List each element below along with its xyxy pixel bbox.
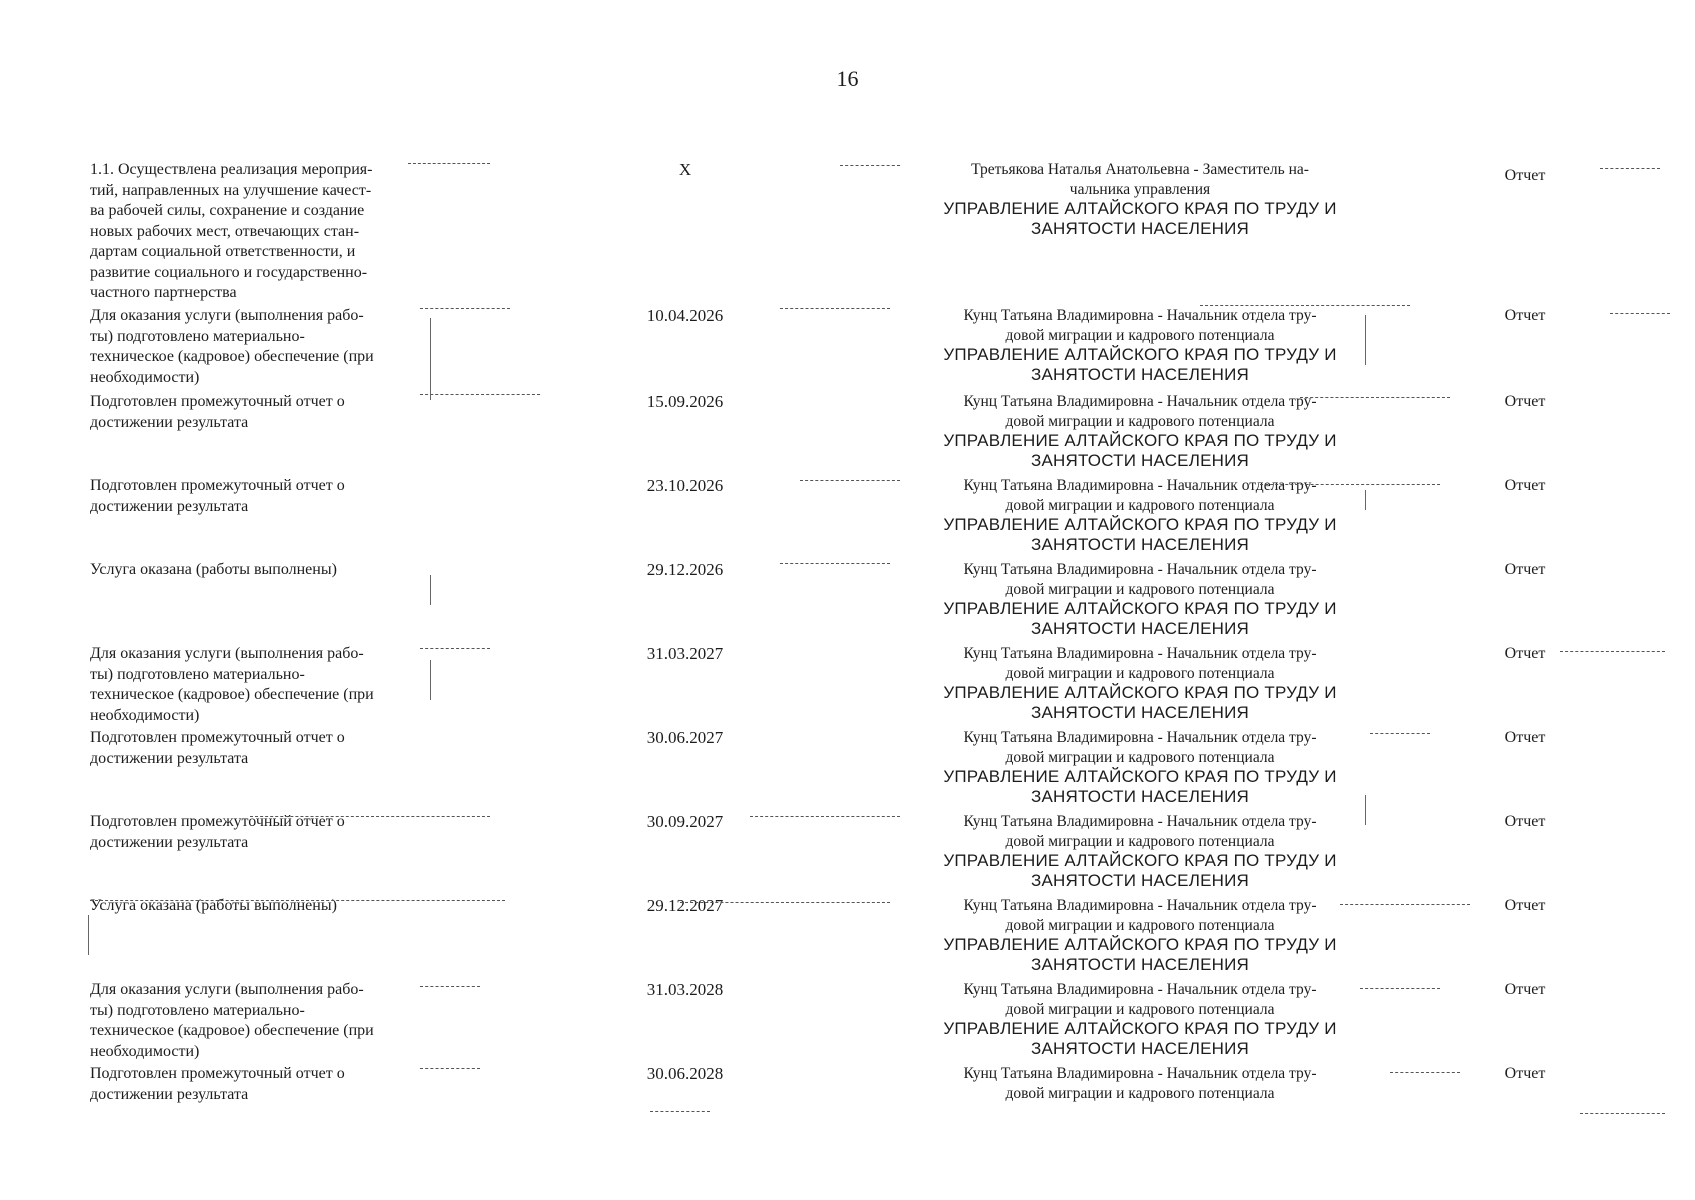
table-rule	[250, 816, 490, 817]
responsible-person: Кунц Татьяна Владимировна - Начальник отдела тру- довой миграции и кадрового потенциала	[963, 981, 1317, 1018]
event-cell: Подготовлен промежуточный отчет о достижении результата	[90, 813, 345, 851]
cell-border	[430, 318, 431, 400]
document-type-cell: Отчет	[1504, 897, 1546, 914]
event-cell: Для оказания услуги (выполнения рабо- ты) подготовлено материально- техническое (кадровое) обеспечение (при необходимости)	[90, 645, 374, 724]
responsible-person: Кунц Татьяна Владимировна - Начальник отдела тру- довой миграции и кадрового потенциала	[963, 813, 1317, 850]
table-rule	[420, 308, 510, 309]
cell-border	[88, 915, 89, 955]
date-cell: 23.10.2026	[646, 476, 724, 495]
table-rule	[1300, 397, 1450, 398]
table-rule	[90, 900, 505, 901]
table-rule	[420, 394, 540, 395]
event-cell: Для оказания услуги (выполнения рабо- ты) подготовлено материально- техническое (кадровое) обеспечение (при необходимости)	[90, 307, 374, 386]
responsible-organization: УПРАВЛЕНИЕ АЛТАЙСКОГО КРАЯ ПО ТРУДУ И ЗАНЯТОСТИ НАСЕЛЕНИЯ	[943, 515, 1337, 554]
date-cell: 29.12.2027	[646, 896, 724, 915]
event-cell: 1.1. Осуществлена реализация мероприя- тий, направленных на улучшение качест- ва рабочей силы, сохранение и создание новых рабочих мест, отвечающих стан- дартам социальной ответственности, и развитие социального и государственно- частного партнерства	[90, 161, 373, 301]
responsible-organization: УПРАВЛЕНИЕ АЛТАЙСКОГО КРАЯ ПО ТРУДУ И ЗАНЯТОСТИ НАСЕЛЕНИЯ	[943, 767, 1337, 806]
table-rule	[420, 648, 490, 649]
responsible-cell	[925, 980, 1355, 1059]
table-rule	[1340, 904, 1470, 905]
event-cell: Услуга оказана (работы выполнены)	[90, 561, 337, 578]
responsible-cell	[925, 728, 1355, 807]
document-type-cell: Отчет	[1504, 813, 1546, 830]
event-cell: Подготовлен промежуточный отчет о достижении результата	[90, 1065, 345, 1103]
responsible-cell	[925, 896, 1355, 975]
responsible-cell	[925, 560, 1355, 639]
event-cell: Услуга оказана (работы выполнены)	[90, 897, 337, 914]
table-rule	[750, 816, 900, 817]
responsible-organization: УПРАВЛЕНИЕ АЛТАЙСКОГО КРАЯ ПО ТРУДУ И ЗАНЯТОСТИ НАСЕЛЕНИЯ	[943, 1019, 1337, 1058]
responsible-person: Кунц Татьяна Владимировна - Начальник отдела тру- довой миграции и кадрового потенциала	[963, 307, 1317, 344]
responsible-organization: УПРАВЛЕНИЕ АЛТАЙСКОГО КРАЯ ПО ТРУДУ И ЗАНЯТОСТИ НАСЕЛЕНИЯ	[943, 431, 1337, 470]
date-cell: 30.06.2027	[646, 728, 724, 747]
table-rule	[1560, 651, 1665, 652]
cell-border	[430, 660, 431, 700]
responsible-person: Кунц Татьяна Владимировна - Начальник отдела тру- довой миграции и кадрового потенциала	[963, 1065, 1317, 1102]
table-rule	[680, 902, 890, 903]
cell-border	[1365, 795, 1366, 825]
responsible-organization: УПРАВЛЕНИЕ АЛТАЙСКОГО КРАЯ ПО ТРУДУ И ЗАНЯТОСТИ НАСЕЛЕНИЯ	[943, 345, 1337, 384]
table-rule	[1580, 1113, 1665, 1114]
responsible-person: Кунц Татьяна Владимировна - Начальник отдела тру- довой миграции и кадрового потенциала	[963, 561, 1317, 598]
date-cell: 31.03.2028	[646, 980, 724, 999]
responsible-cell	[925, 306, 1355, 385]
table-rule	[408, 163, 490, 164]
table-rule	[420, 986, 480, 987]
responsible-cell	[925, 476, 1355, 555]
document-type-cell: Отчет	[1504, 561, 1546, 578]
table-rule	[1360, 988, 1440, 989]
table-rule	[1200, 305, 1410, 306]
table-rule	[1370, 733, 1430, 734]
date-cell: 30.06.2028	[646, 1064, 724, 1083]
responsible-cell	[925, 392, 1355, 471]
responsible-cell	[925, 644, 1355, 723]
document-type-cell: Отчет	[1504, 393, 1546, 410]
table-rule	[1260, 484, 1440, 485]
event-cell: Подготовлен промежуточный отчет о достижении результата	[90, 393, 345, 431]
document-type-cell: Отчет	[1504, 477, 1546, 494]
responsible-organization: УПРАВЛЕНИЕ АЛТАЙСКОГО КРАЯ ПО ТРУДУ И ЗАНЯТОСТИ НАСЕЛЕНИЯ	[943, 599, 1337, 638]
table-rule	[420, 1068, 480, 1069]
responsible-organization: УПРАВЛЕНИЕ АЛТАЙСКОГО КРАЯ ПО ТРУДУ И ЗАНЯТОСТИ НАСЕЛЕНИЯ	[943, 683, 1337, 722]
date-cell: 30.09.2027	[646, 812, 724, 831]
event-cell: Подготовлен промежуточный отчет о достижении результата	[90, 729, 345, 767]
document-type-cell: Отчет	[1504, 981, 1546, 998]
document-type-cell: Отчет	[1504, 645, 1546, 662]
table-rule	[1600, 168, 1660, 169]
cell-border	[1365, 315, 1366, 365]
table-rule	[1390, 1072, 1460, 1073]
table-rule	[650, 1111, 710, 1112]
responsible-person: Кунц Татьяна Владимировна - Начальник отдела тру- довой миграции и кадрового потенциала	[963, 729, 1317, 766]
date-cell: X	[678, 160, 692, 179]
date-cell: 31.03.2027	[646, 644, 724, 663]
responsible-cell	[925, 1064, 1355, 1103]
table-rule	[800, 480, 900, 481]
page-number: 16	[836, 66, 859, 91]
cell-border	[430, 575, 431, 605]
responsible-organization: УПРАВЛЕНИЕ АЛТАЙСКОГО КРАЯ ПО ТРУДУ И ЗАНЯТОСТИ НАСЕЛЕНИЯ	[943, 199, 1337, 238]
responsible-person: Кунц Татьяна Владимировна - Начальник отдела тру- довой миграции и кадрового потенциала	[963, 393, 1317, 430]
responsible-cell	[925, 160, 1355, 239]
responsible-person: Кунц Татьяна Владимировна - Начальник отдела тру- довой миграции и кадрового потенциала	[963, 897, 1317, 934]
document-type-cell: Отчет	[1504, 167, 1546, 184]
document-type-cell: Отчет	[1504, 307, 1546, 324]
responsible-organization: УПРАВЛЕНИЕ АЛТАЙСКОГО КРАЯ ПО ТРУДУ И ЗАНЯТОСТИ НАСЕЛЕНИЯ	[943, 935, 1337, 974]
responsible-cell	[925, 812, 1355, 891]
table-rule	[780, 563, 890, 564]
date-cell: 10.04.2026	[646, 306, 724, 325]
responsible-person: Кунц Татьяна Владимировна - Начальник отдела тру- довой миграции и кадрового потенциала	[963, 477, 1317, 514]
responsible-organization: УПРАВЛЕНИЕ АЛТАЙСКОГО КРАЯ ПО ТРУДУ И ЗАНЯТОСТИ НАСЕЛЕНИЯ	[943, 851, 1337, 890]
table-rule	[840, 165, 900, 166]
responsible-person: Третьякова Наталья Анатольевна - Заместитель на- чальника управления	[971, 161, 1309, 198]
date-cell: 29.12.2026	[646, 560, 724, 579]
event-cell: Подготовлен промежуточный отчет о достижении результата	[90, 477, 345, 515]
cell-border	[1365, 490, 1366, 510]
responsible-person: Кунц Татьяна Владимировна - Начальник отдела тру- довой миграции и кадрового потенциала	[963, 645, 1317, 682]
document-type-cell: Отчет	[1504, 729, 1546, 746]
table-rule	[780, 308, 890, 309]
event-cell: Для оказания услуги (выполнения рабо- ты) подготовлено материально- техническое (кадровое) обеспечение (при необходимости)	[90, 981, 374, 1060]
table-rule	[1610, 313, 1670, 314]
date-cell: 15.09.2026	[646, 392, 724, 411]
document-type-cell: Отчет	[1504, 1065, 1546, 1082]
